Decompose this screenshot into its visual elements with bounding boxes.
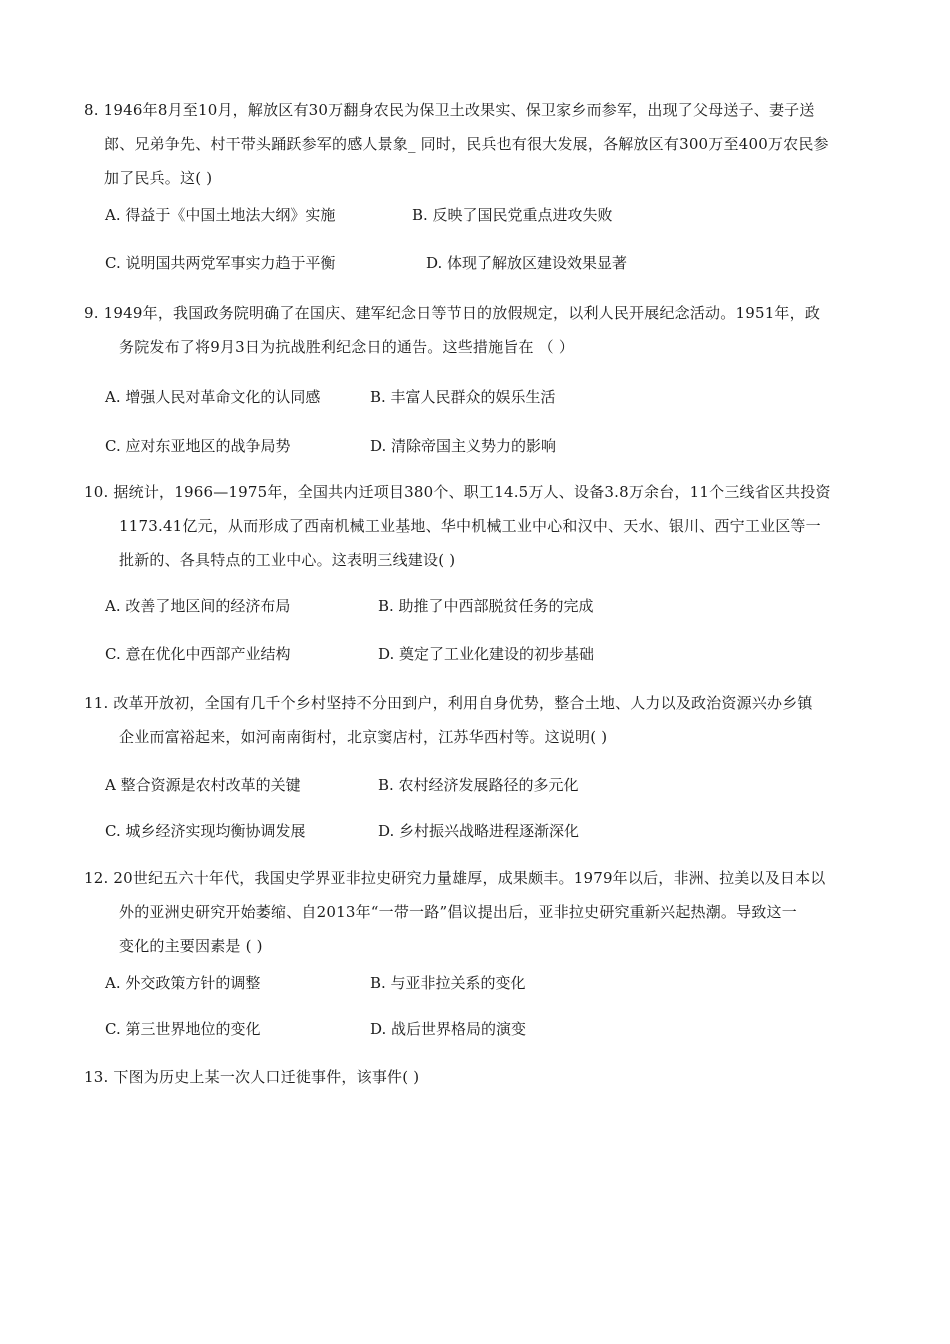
question-8-option-a[interactable]: A. 得益于《中国土地法大纲》实施	[105, 206, 336, 224]
question-8-option-b[interactable]: B. 反映了国民党重点进攻失败	[412, 206, 613, 224]
question-9-option-d[interactable]: D. 清除帝国主义势力的影响	[370, 437, 557, 455]
question-10-line-2: 1173.41亿元，从而形成了西南机械工业基地、华中机械工业中心和汉中、天水、银川、西宁工业区等一	[119, 517, 821, 535]
question-12-option-b[interactable]: B. 与亚非拉关系的变化	[370, 974, 526, 992]
question-10-option-b[interactable]: B. 助推了中西部脱贫任务的完成	[378, 597, 594, 615]
question-9-line-1: 9. 1949年，我国政务院明确了在国庆、建军纪念日等节日的放假规定，以利人民开展纪念活动。1951年，政	[84, 304, 821, 322]
question-8-line-1: 8. 1946年8月至10月，解放区有30万翻身农民为保卫土改果实、保卫家乡而参军，出现了父母送子、妻子送	[84, 101, 815, 119]
question-9-option-c[interactable]: C. 应对东亚地区的战争局势	[105, 437, 291, 455]
question-9-option-a[interactable]: A. 增强人民对革命文化的认同感	[105, 388, 321, 406]
question-10-option-c[interactable]: C. 意在优化中西部产业结构	[105, 645, 291, 663]
question-12-line-2: 外的亚洲史研究开始萎缩、自2013年“一带一路”倡议提出后，亚非拉史研究重新兴起热潮。导致这一	[119, 903, 797, 921]
question-8-option-d[interactable]: D. 体现了解放区建设效果显著	[426, 254, 628, 272]
question-13-line-1: 13. 下图为历史上某一次人口迁徙事件，该事件( )	[84, 1068, 420, 1086]
question-12-option-d[interactable]: D. 战后世界格局的演变	[370, 1020, 527, 1038]
question-12-line-1: 12. 20世纪五六十年代，我国史学界亚非拉史研究力量雄厚，成果颇丰。1979年以后，非洲、拉美以及日本以	[84, 869, 826, 887]
question-10-line-3: 批新的、各具特点的工业中心。这表明三线建设( )	[119, 551, 456, 569]
question-8-option-c[interactable]: C. 说明国共两党军事实力趋于平衡	[105, 254, 336, 272]
question-11-option-d[interactable]: D. 乡村振兴战略进程逐渐深化	[378, 822, 580, 840]
question-11-line-1: 11. 改革开放初，全国有几千个乡村坚持不分田到户，利用自身优势，整合土地、人力以及政治资源兴办乡镇	[84, 694, 813, 712]
question-12-option-c[interactable]: C. 第三世界地位的变化	[105, 1020, 261, 1038]
question-12-line-3: 变化的主要因素是 ( )	[119, 937, 263, 955]
question-10-option-d[interactable]: D. 奠定了工业化建设的初步基础	[378, 645, 595, 663]
question-11-option-c[interactable]: C. 城乡经济实现均衡协调发展	[105, 822, 306, 840]
question-9-line-2: 务院发布了将9月3日为抗战胜利纪念日的通告。这些措施旨在 （ ）	[119, 338, 575, 356]
question-11-line-2: 企业而富裕起来，如河南南街村，北京窦店村，江苏华西村等。这说明( )	[119, 728, 608, 746]
question-11-option-a[interactable]: A 整合资源是农村改革的关键	[105, 776, 301, 794]
question-11-option-b[interactable]: B. 农村经济发展路径的多元化	[378, 776, 579, 794]
question-10-line-1: 10. 据统计，1966—1975年，全国共内迁项目380个、职工14.5万人、设备3.8万余台，11个三线省区共投资	[84, 483, 831, 501]
question-8-line-3: 加了民兵。这( )	[104, 169, 213, 187]
question-12-option-a[interactable]: A. 外交政策方针的调整	[105, 974, 261, 992]
question-9-option-b[interactable]: B. 丰富人民群众的娱乐生活	[370, 388, 556, 406]
question-10-option-a[interactable]: A. 改善了地区间的经济布局	[105, 597, 291, 615]
question-8-line-2: 郎、兄弟争先、村干带头踊跃参军的感人景象_ 同时，民兵也有很大发展，各解放区有300万至400万农民参	[104, 135, 829, 153]
